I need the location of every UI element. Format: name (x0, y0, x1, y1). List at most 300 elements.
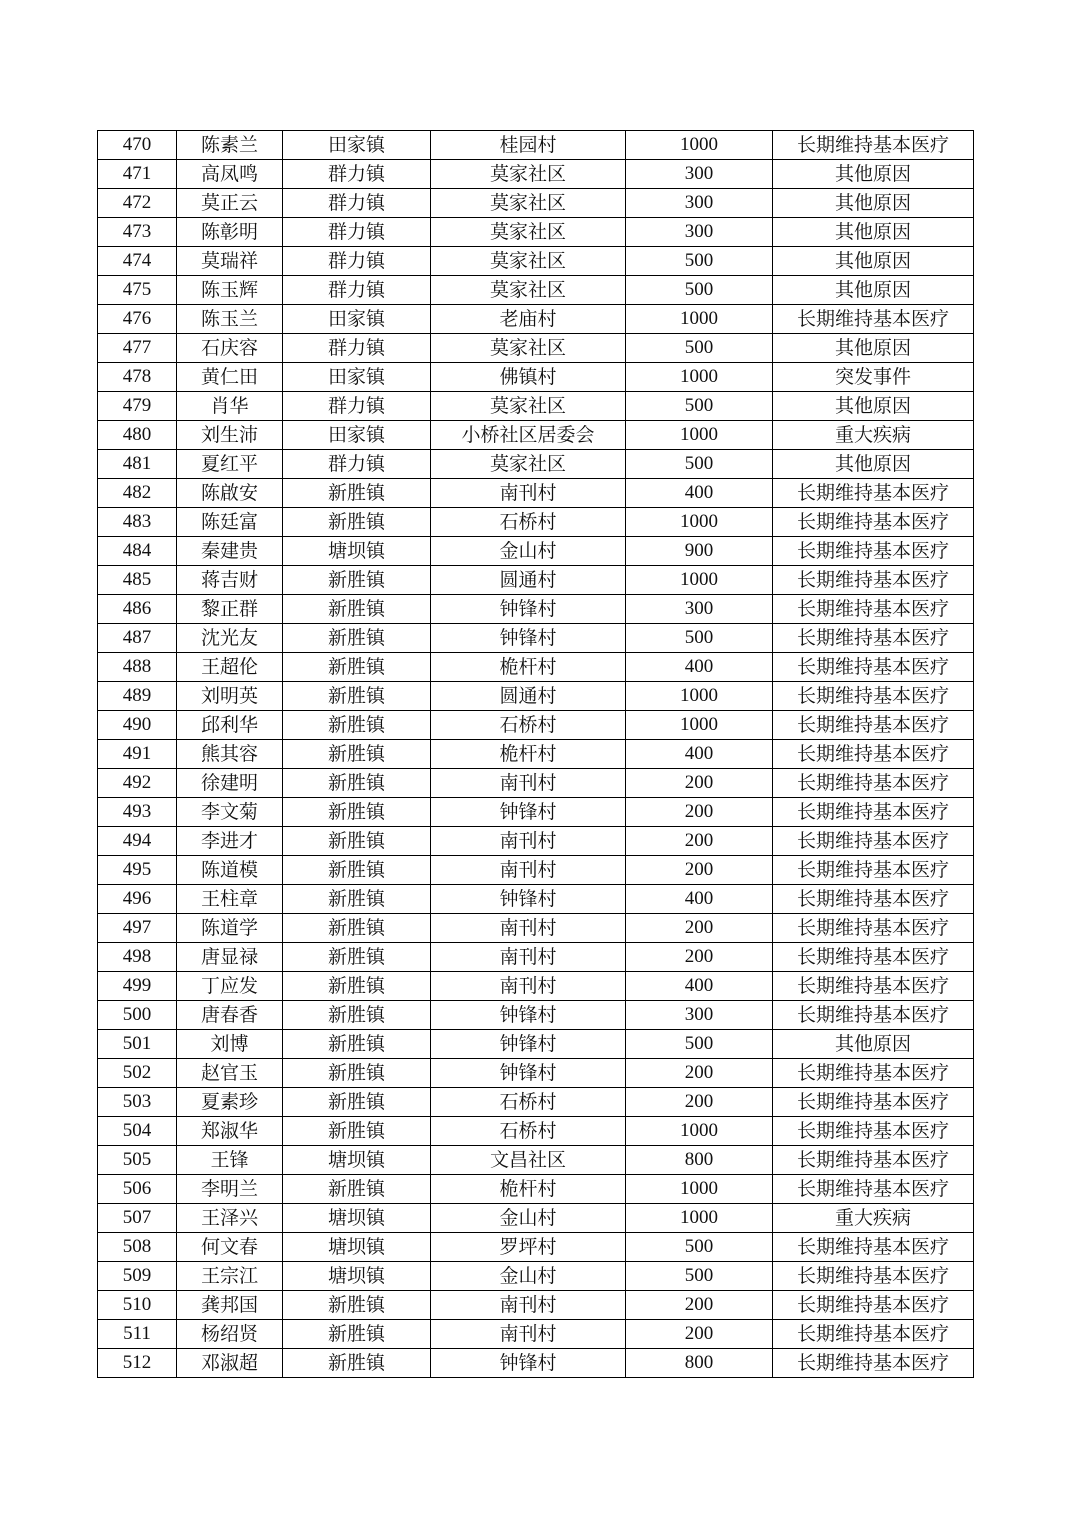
amount-cell: 400 (626, 972, 773, 1001)
amount-cell: 800 (626, 1146, 773, 1175)
person-name-cell: 王宗江 (177, 1262, 283, 1291)
amount-cell: 500 (626, 624, 773, 653)
village-cell: 莫家社区 (431, 218, 626, 247)
reason-cell: 长期维持基本医疗 (773, 508, 974, 537)
row-number-cell: 472 (98, 189, 177, 218)
township-cell: 新胜镇 (283, 1291, 431, 1320)
amount-cell: 1000 (626, 711, 773, 740)
reason-cell: 长期维持基本医疗 (773, 595, 974, 624)
reason-cell: 长期维持基本医疗 (773, 885, 974, 914)
person-name-cell: 夏素珍 (177, 1088, 283, 1117)
table-row (98, 305, 974, 334)
row-number-cell: 473 (98, 218, 177, 247)
person-name-cell: 李进才 (177, 827, 283, 856)
township-cell: 新胜镇 (283, 1349, 431, 1378)
reason-cell: 长期维持基本医疗 (773, 682, 974, 711)
reason-cell: 重大疾病 (773, 1204, 974, 1233)
amount-cell: 500 (626, 1262, 773, 1291)
amount-cell: 200 (626, 1088, 773, 1117)
reason-cell: 长期维持基本医疗 (773, 856, 974, 885)
reason-cell: 长期维持基本医疗 (773, 711, 974, 740)
table-row (98, 1320, 974, 1349)
reason-cell: 长期维持基本医疗 (773, 131, 974, 160)
township-cell: 新胜镇 (283, 479, 431, 508)
village-cell: 南刊村 (431, 914, 626, 943)
reason-cell: 长期维持基本医疗 (773, 943, 974, 972)
person-name-cell: 黎正群 (177, 595, 283, 624)
township-cell: 新胜镇 (283, 885, 431, 914)
reason-cell: 长期维持基本医疗 (773, 1088, 974, 1117)
row-number-cell: 497 (98, 914, 177, 943)
reason-cell: 长期维持基本医疗 (773, 1262, 974, 1291)
amount-cell: 500 (626, 1233, 773, 1262)
township-cell: 新胜镇 (283, 566, 431, 595)
village-cell: 圆通村 (431, 566, 626, 595)
village-cell: 桂园村 (431, 131, 626, 160)
table-row (98, 943, 974, 972)
village-cell: 莫家社区 (431, 160, 626, 189)
table-row (98, 624, 974, 653)
person-name-cell: 陈廷富 (177, 508, 283, 537)
person-name-cell: 丁应发 (177, 972, 283, 1001)
reason-cell: 其他原因 (773, 247, 974, 276)
reason-cell: 其他原因 (773, 450, 974, 479)
row-number-cell: 483 (98, 508, 177, 537)
amount-cell: 500 (626, 1030, 773, 1059)
village-cell: 南刊村 (431, 856, 626, 885)
table-row (98, 421, 974, 450)
amount-cell: 400 (626, 653, 773, 682)
person-name-cell: 李文菊 (177, 798, 283, 827)
table-row (98, 769, 974, 798)
table-row (98, 508, 974, 537)
table-row (98, 479, 974, 508)
row-number-cell: 508 (98, 1233, 177, 1262)
row-number-cell: 488 (98, 653, 177, 682)
reason-cell: 长期维持基本医疗 (773, 769, 974, 798)
village-cell: 金山村 (431, 1262, 626, 1291)
village-cell: 南刊村 (431, 479, 626, 508)
township-cell: 新胜镇 (283, 1175, 431, 1204)
row-number-cell: 507 (98, 1204, 177, 1233)
person-name-cell: 龚邦国 (177, 1291, 283, 1320)
table-row (98, 276, 974, 305)
person-name-cell: 刘博 (177, 1030, 283, 1059)
row-number-cell: 471 (98, 160, 177, 189)
row-number-cell: 484 (98, 537, 177, 566)
table-row (98, 740, 974, 769)
table-row (98, 682, 974, 711)
township-cell: 群力镇 (283, 334, 431, 363)
township-cell: 新胜镇 (283, 972, 431, 1001)
township-cell: 群力镇 (283, 392, 431, 421)
village-cell: 桅杆村 (431, 740, 626, 769)
village-cell: 石桥村 (431, 1117, 626, 1146)
row-number-cell: 504 (98, 1117, 177, 1146)
reason-cell: 长期维持基本医疗 (773, 1291, 974, 1320)
row-number-cell: 495 (98, 856, 177, 885)
row-number-cell: 496 (98, 885, 177, 914)
amount-cell: 200 (626, 914, 773, 943)
row-number-cell: 499 (98, 972, 177, 1001)
person-name-cell: 杨绍贤 (177, 1320, 283, 1349)
row-number-cell: 479 (98, 392, 177, 421)
table-row (98, 972, 974, 1001)
table-row (98, 1349, 974, 1378)
township-cell: 新胜镇 (283, 856, 431, 885)
village-cell: 南刊村 (431, 972, 626, 1001)
reason-cell: 长期维持基本医疗 (773, 1001, 974, 1030)
village-cell: 莫家社区 (431, 334, 626, 363)
table-row (98, 885, 974, 914)
village-cell: 南刊村 (431, 1320, 626, 1349)
reason-cell: 其他原因 (773, 276, 974, 305)
amount-cell: 400 (626, 479, 773, 508)
township-cell: 新胜镇 (283, 943, 431, 972)
person-name-cell: 刘生沛 (177, 421, 283, 450)
person-name-cell: 陈道模 (177, 856, 283, 885)
row-number-cell: 493 (98, 798, 177, 827)
amount-cell: 300 (626, 189, 773, 218)
person-name-cell: 秦建贵 (177, 537, 283, 566)
amount-cell: 1000 (626, 421, 773, 450)
table-row (98, 1030, 974, 1059)
row-number-cell: 505 (98, 1146, 177, 1175)
table-row (98, 1291, 974, 1320)
person-name-cell: 李明兰 (177, 1175, 283, 1204)
relief-table (97, 130, 974, 1378)
person-name-cell: 陈玉兰 (177, 305, 283, 334)
table-row (98, 1175, 974, 1204)
person-name-cell: 唐春香 (177, 1001, 283, 1030)
township-cell: 新胜镇 (283, 624, 431, 653)
amount-cell: 1000 (626, 1204, 773, 1233)
township-cell: 塘坝镇 (283, 1146, 431, 1175)
row-number-cell: 512 (98, 1349, 177, 1378)
table-row (98, 218, 974, 247)
township-cell: 塘坝镇 (283, 1233, 431, 1262)
table-row (98, 1088, 974, 1117)
row-number-cell: 478 (98, 363, 177, 392)
amount-cell: 200 (626, 769, 773, 798)
person-name-cell: 蒋吉财 (177, 566, 283, 595)
reason-cell: 其他原因 (773, 334, 974, 363)
amount-cell: 1000 (626, 1175, 773, 1204)
table-row (98, 566, 974, 595)
amount-cell: 500 (626, 276, 773, 305)
reason-cell: 长期维持基本医疗 (773, 305, 974, 334)
amount-cell: 200 (626, 943, 773, 972)
person-name-cell: 何文春 (177, 1233, 283, 1262)
person-name-cell: 邓淑超 (177, 1349, 283, 1378)
village-cell: 钟锋村 (431, 1030, 626, 1059)
township-cell: 新胜镇 (283, 1001, 431, 1030)
reason-cell: 长期维持基本医疗 (773, 1146, 974, 1175)
village-cell: 桅杆村 (431, 653, 626, 682)
table-row (98, 1001, 974, 1030)
table-row (98, 1117, 974, 1146)
village-cell: 南刊村 (431, 827, 626, 856)
amount-cell: 300 (626, 160, 773, 189)
row-number-cell: 490 (98, 711, 177, 740)
row-number-cell: 481 (98, 450, 177, 479)
reason-cell: 长期维持基本医疗 (773, 1117, 974, 1146)
amount-cell: 1000 (626, 131, 773, 160)
row-number-cell: 474 (98, 247, 177, 276)
township-cell: 新胜镇 (283, 740, 431, 769)
village-cell: 桅杆村 (431, 1175, 626, 1204)
row-number-cell: 476 (98, 305, 177, 334)
amount-cell: 900 (626, 537, 773, 566)
row-number-cell: 480 (98, 421, 177, 450)
village-cell: 莫家社区 (431, 247, 626, 276)
township-cell: 新胜镇 (283, 653, 431, 682)
village-cell: 佛镇村 (431, 363, 626, 392)
township-cell: 新胜镇 (283, 1117, 431, 1146)
village-cell: 金山村 (431, 1204, 626, 1233)
township-cell: 新胜镇 (283, 682, 431, 711)
township-cell: 新胜镇 (283, 508, 431, 537)
township-cell: 新胜镇 (283, 1088, 431, 1117)
table-row (98, 827, 974, 856)
reason-cell: 长期维持基本医疗 (773, 479, 974, 508)
township-cell: 新胜镇 (283, 1320, 431, 1349)
reason-cell: 长期维持基本医疗 (773, 1175, 974, 1204)
row-number-cell: 487 (98, 624, 177, 653)
table-row (98, 914, 974, 943)
amount-cell: 1000 (626, 363, 773, 392)
table-row (98, 1059, 974, 1088)
amount-cell: 1000 (626, 682, 773, 711)
person-name-cell: 郑淑华 (177, 1117, 283, 1146)
person-name-cell: 石庆容 (177, 334, 283, 363)
village-cell: 钟锋村 (431, 798, 626, 827)
reason-cell: 长期维持基本医疗 (773, 653, 974, 682)
village-cell: 钟锋村 (431, 1059, 626, 1088)
person-name-cell: 陈啟安 (177, 479, 283, 508)
person-name-cell: 王泽兴 (177, 1204, 283, 1233)
reason-cell: 长期维持基本医疗 (773, 566, 974, 595)
township-cell: 新胜镇 (283, 595, 431, 624)
amount-cell: 300 (626, 1001, 773, 1030)
person-name-cell: 王锋 (177, 1146, 283, 1175)
village-cell: 文昌社区 (431, 1146, 626, 1175)
row-number-cell: 492 (98, 769, 177, 798)
township-cell: 群力镇 (283, 450, 431, 479)
person-name-cell: 陈彰明 (177, 218, 283, 247)
table-row (98, 1262, 974, 1291)
reason-cell: 长期维持基本医疗 (773, 798, 974, 827)
table-row (98, 392, 974, 421)
table-row (98, 856, 974, 885)
reason-cell: 长期维持基本医疗 (773, 1349, 974, 1378)
row-number-cell: 501 (98, 1030, 177, 1059)
row-number-cell: 485 (98, 566, 177, 595)
person-name-cell: 黄仁田 (177, 363, 283, 392)
person-name-cell: 莫正云 (177, 189, 283, 218)
person-name-cell: 陈素兰 (177, 131, 283, 160)
township-cell: 新胜镇 (283, 711, 431, 740)
row-number-cell: 498 (98, 943, 177, 972)
village-cell: 南刊村 (431, 769, 626, 798)
reason-cell: 长期维持基本医疗 (773, 740, 974, 769)
table-body (98, 131, 974, 1378)
township-cell: 群力镇 (283, 218, 431, 247)
township-cell: 新胜镇 (283, 1030, 431, 1059)
township-cell: 群力镇 (283, 247, 431, 276)
amount-cell: 200 (626, 1320, 773, 1349)
row-number-cell: 511 (98, 1320, 177, 1349)
person-name-cell: 高凤鸣 (177, 160, 283, 189)
person-name-cell: 王超伦 (177, 653, 283, 682)
village-cell: 圆通村 (431, 682, 626, 711)
reason-cell: 其他原因 (773, 160, 974, 189)
row-number-cell: 489 (98, 682, 177, 711)
village-cell: 莫家社区 (431, 450, 626, 479)
amount-cell: 1000 (626, 1117, 773, 1146)
table-row (98, 247, 974, 276)
table-row (98, 711, 974, 740)
person-name-cell: 莫瑞祥 (177, 247, 283, 276)
village-cell: 莫家社区 (431, 189, 626, 218)
amount-cell: 500 (626, 334, 773, 363)
table-row (98, 1233, 974, 1262)
row-number-cell: 500 (98, 1001, 177, 1030)
village-cell: 石桥村 (431, 711, 626, 740)
row-number-cell: 509 (98, 1262, 177, 1291)
village-cell: 钟锋村 (431, 1349, 626, 1378)
amount-cell: 500 (626, 247, 773, 276)
row-number-cell: 470 (98, 131, 177, 160)
row-number-cell: 475 (98, 276, 177, 305)
township-cell: 田家镇 (283, 421, 431, 450)
village-cell: 罗坪村 (431, 1233, 626, 1262)
township-cell: 塘坝镇 (283, 1204, 431, 1233)
amount-cell: 200 (626, 856, 773, 885)
person-name-cell: 刘明英 (177, 682, 283, 711)
township-cell: 塘坝镇 (283, 537, 431, 566)
township-cell: 塘坝镇 (283, 1262, 431, 1291)
row-number-cell: 491 (98, 740, 177, 769)
reason-cell: 其他原因 (773, 218, 974, 247)
table-row (98, 363, 974, 392)
row-number-cell: 502 (98, 1059, 177, 1088)
row-number-cell: 486 (98, 595, 177, 624)
amount-cell: 400 (626, 740, 773, 769)
row-number-cell: 494 (98, 827, 177, 856)
township-cell: 新胜镇 (283, 1059, 431, 1088)
village-cell: 石桥村 (431, 1088, 626, 1117)
row-number-cell: 503 (98, 1088, 177, 1117)
village-cell: 老庙村 (431, 305, 626, 334)
table-row (98, 160, 974, 189)
township-cell: 新胜镇 (283, 769, 431, 798)
person-name-cell: 邱利华 (177, 711, 283, 740)
amount-cell: 300 (626, 218, 773, 247)
amount-cell: 800 (626, 1349, 773, 1378)
village-cell: 莫家社区 (431, 392, 626, 421)
person-name-cell: 王柱章 (177, 885, 283, 914)
amount-cell: 200 (626, 1291, 773, 1320)
amount-cell: 200 (626, 1059, 773, 1088)
table-row (98, 450, 974, 479)
amount-cell: 300 (626, 595, 773, 624)
township-cell: 田家镇 (283, 305, 431, 334)
township-cell: 田家镇 (283, 363, 431, 392)
person-name-cell: 肖华 (177, 392, 283, 421)
reason-cell: 其他原因 (773, 392, 974, 421)
township-cell: 新胜镇 (283, 914, 431, 943)
village-cell: 钟锋村 (431, 1001, 626, 1030)
township-cell: 田家镇 (283, 131, 431, 160)
table-row (98, 1146, 974, 1175)
table-row (98, 1204, 974, 1233)
table-row (98, 653, 974, 682)
township-cell: 新胜镇 (283, 827, 431, 856)
village-cell: 钟锋村 (431, 624, 626, 653)
reason-cell: 长期维持基本医疗 (773, 1320, 974, 1349)
reason-cell: 其他原因 (773, 1030, 974, 1059)
person-name-cell: 徐建明 (177, 769, 283, 798)
reason-cell: 长期维持基本医疗 (773, 537, 974, 566)
reason-cell: 重大疾病 (773, 421, 974, 450)
table-row (98, 798, 974, 827)
person-name-cell: 陈玉辉 (177, 276, 283, 305)
row-number-cell: 477 (98, 334, 177, 363)
table-row (98, 189, 974, 218)
table-row (98, 537, 974, 566)
amount-cell: 400 (626, 885, 773, 914)
village-cell: 南刊村 (431, 1291, 626, 1320)
village-cell: 南刊村 (431, 943, 626, 972)
amount-cell: 200 (626, 827, 773, 856)
person-name-cell: 夏红平 (177, 450, 283, 479)
person-name-cell: 沈光友 (177, 624, 283, 653)
reason-cell: 长期维持基本医疗 (773, 624, 974, 653)
row-number-cell: 482 (98, 479, 177, 508)
village-cell: 金山村 (431, 537, 626, 566)
person-name-cell: 熊其容 (177, 740, 283, 769)
table-row (98, 131, 974, 160)
township-cell: 新胜镇 (283, 798, 431, 827)
township-cell: 群力镇 (283, 160, 431, 189)
amount-cell: 200 (626, 798, 773, 827)
village-cell: 小桥社区居委会 (431, 421, 626, 450)
reason-cell: 长期维持基本医疗 (773, 972, 974, 1001)
township-cell: 群力镇 (283, 276, 431, 305)
person-name-cell: 赵官玉 (177, 1059, 283, 1088)
person-name-cell: 陈道学 (177, 914, 283, 943)
amount-cell: 500 (626, 450, 773, 479)
reason-cell: 长期维持基本医疗 (773, 827, 974, 856)
reason-cell: 长期维持基本医疗 (773, 1059, 974, 1088)
amount-cell: 500 (626, 392, 773, 421)
table-row (98, 334, 974, 363)
person-name-cell: 唐显禄 (177, 943, 283, 972)
row-number-cell: 510 (98, 1291, 177, 1320)
reason-cell: 突发事件 (773, 363, 974, 392)
village-cell: 钟锋村 (431, 595, 626, 624)
village-cell: 钟锋村 (431, 885, 626, 914)
amount-cell: 1000 (626, 305, 773, 334)
village-cell: 石桥村 (431, 508, 626, 537)
table-row (98, 595, 974, 624)
reason-cell: 长期维持基本医疗 (773, 914, 974, 943)
township-cell: 群力镇 (283, 189, 431, 218)
reason-cell: 其他原因 (773, 189, 974, 218)
reason-cell: 长期维持基本医疗 (773, 1233, 974, 1262)
village-cell: 莫家社区 (431, 276, 626, 305)
